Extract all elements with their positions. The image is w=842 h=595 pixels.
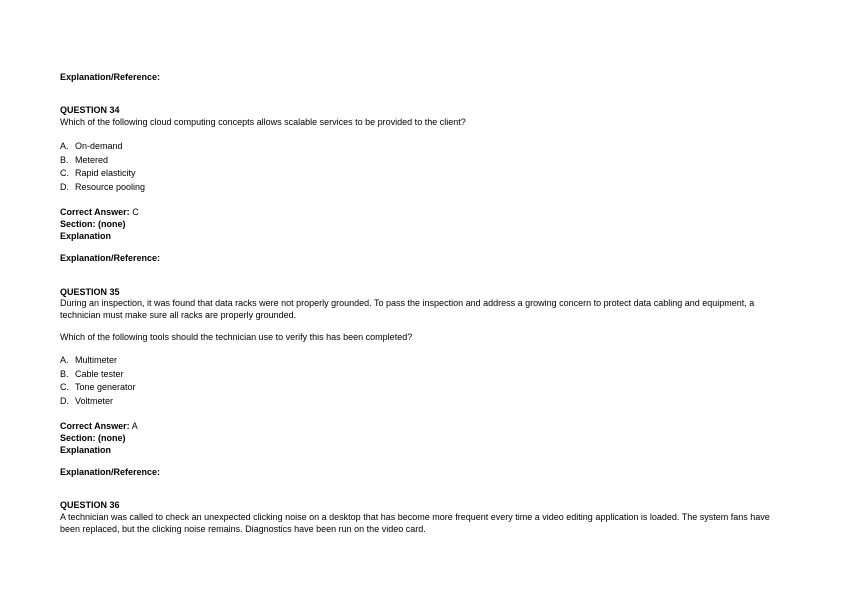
answer-option: B. Cable tester — [60, 369, 124, 379]
question-heading: QUESTION 34 — [60, 105, 120, 115]
explanation-reference-heading: Explanation/Reference: — [60, 72, 161, 82]
answer-option: C. Rapid elasticity — [60, 168, 136, 178]
question-heading: QUESTION 35 — [60, 287, 120, 297]
correct-answer: Correct Answer: A — [60, 421, 138, 431]
explanation-heading: Explanation — [60, 231, 112, 241]
answer-option: A. Multimeter — [60, 355, 118, 365]
explanation-heading: Explanation — [60, 445, 112, 455]
question-prompt: Which of the following cloud computing concepts allows scalable services to be provided to the client? — [60, 117, 466, 127]
answer-option: B. Metered — [60, 155, 109, 165]
answer-option: D. Resource pooling — [60, 182, 146, 192]
correct-answer: Correct Answer: C — [60, 207, 139, 217]
section-label: Section: (none) — [60, 219, 126, 229]
answer-option: A. On-demand — [60, 141, 123, 151]
explanation-reference-heading: Explanation/Reference: — [60, 467, 161, 477]
answer-option: C. Tone generator — [60, 382, 136, 392]
question-prompt: During an inspection, it was found that data racks were not properly grounded. To pass the inspection and address a growing concern to protect data cabling and equipment, a technician must make sure all racks are properly grounded. — [60, 298, 755, 320]
explanation-reference-heading: Explanation/Reference: — [60, 253, 161, 263]
question-heading: QUESTION 36 — [60, 500, 120, 510]
section-label: Section: (none) — [60, 433, 126, 443]
question-prompt: A technician was called to check an unexpected clicking noise on a desktop that has become more frequent every time a video editing application is loaded. The system fans have been replaced, but the clicking noise remains. Diagnostics have been run on the video card. — [60, 512, 770, 534]
answer-option: D. Voltmeter — [60, 396, 114, 406]
question-prompt-followup: Which of the following tools should the technician use to verify this has been completed? — [60, 332, 413, 342]
